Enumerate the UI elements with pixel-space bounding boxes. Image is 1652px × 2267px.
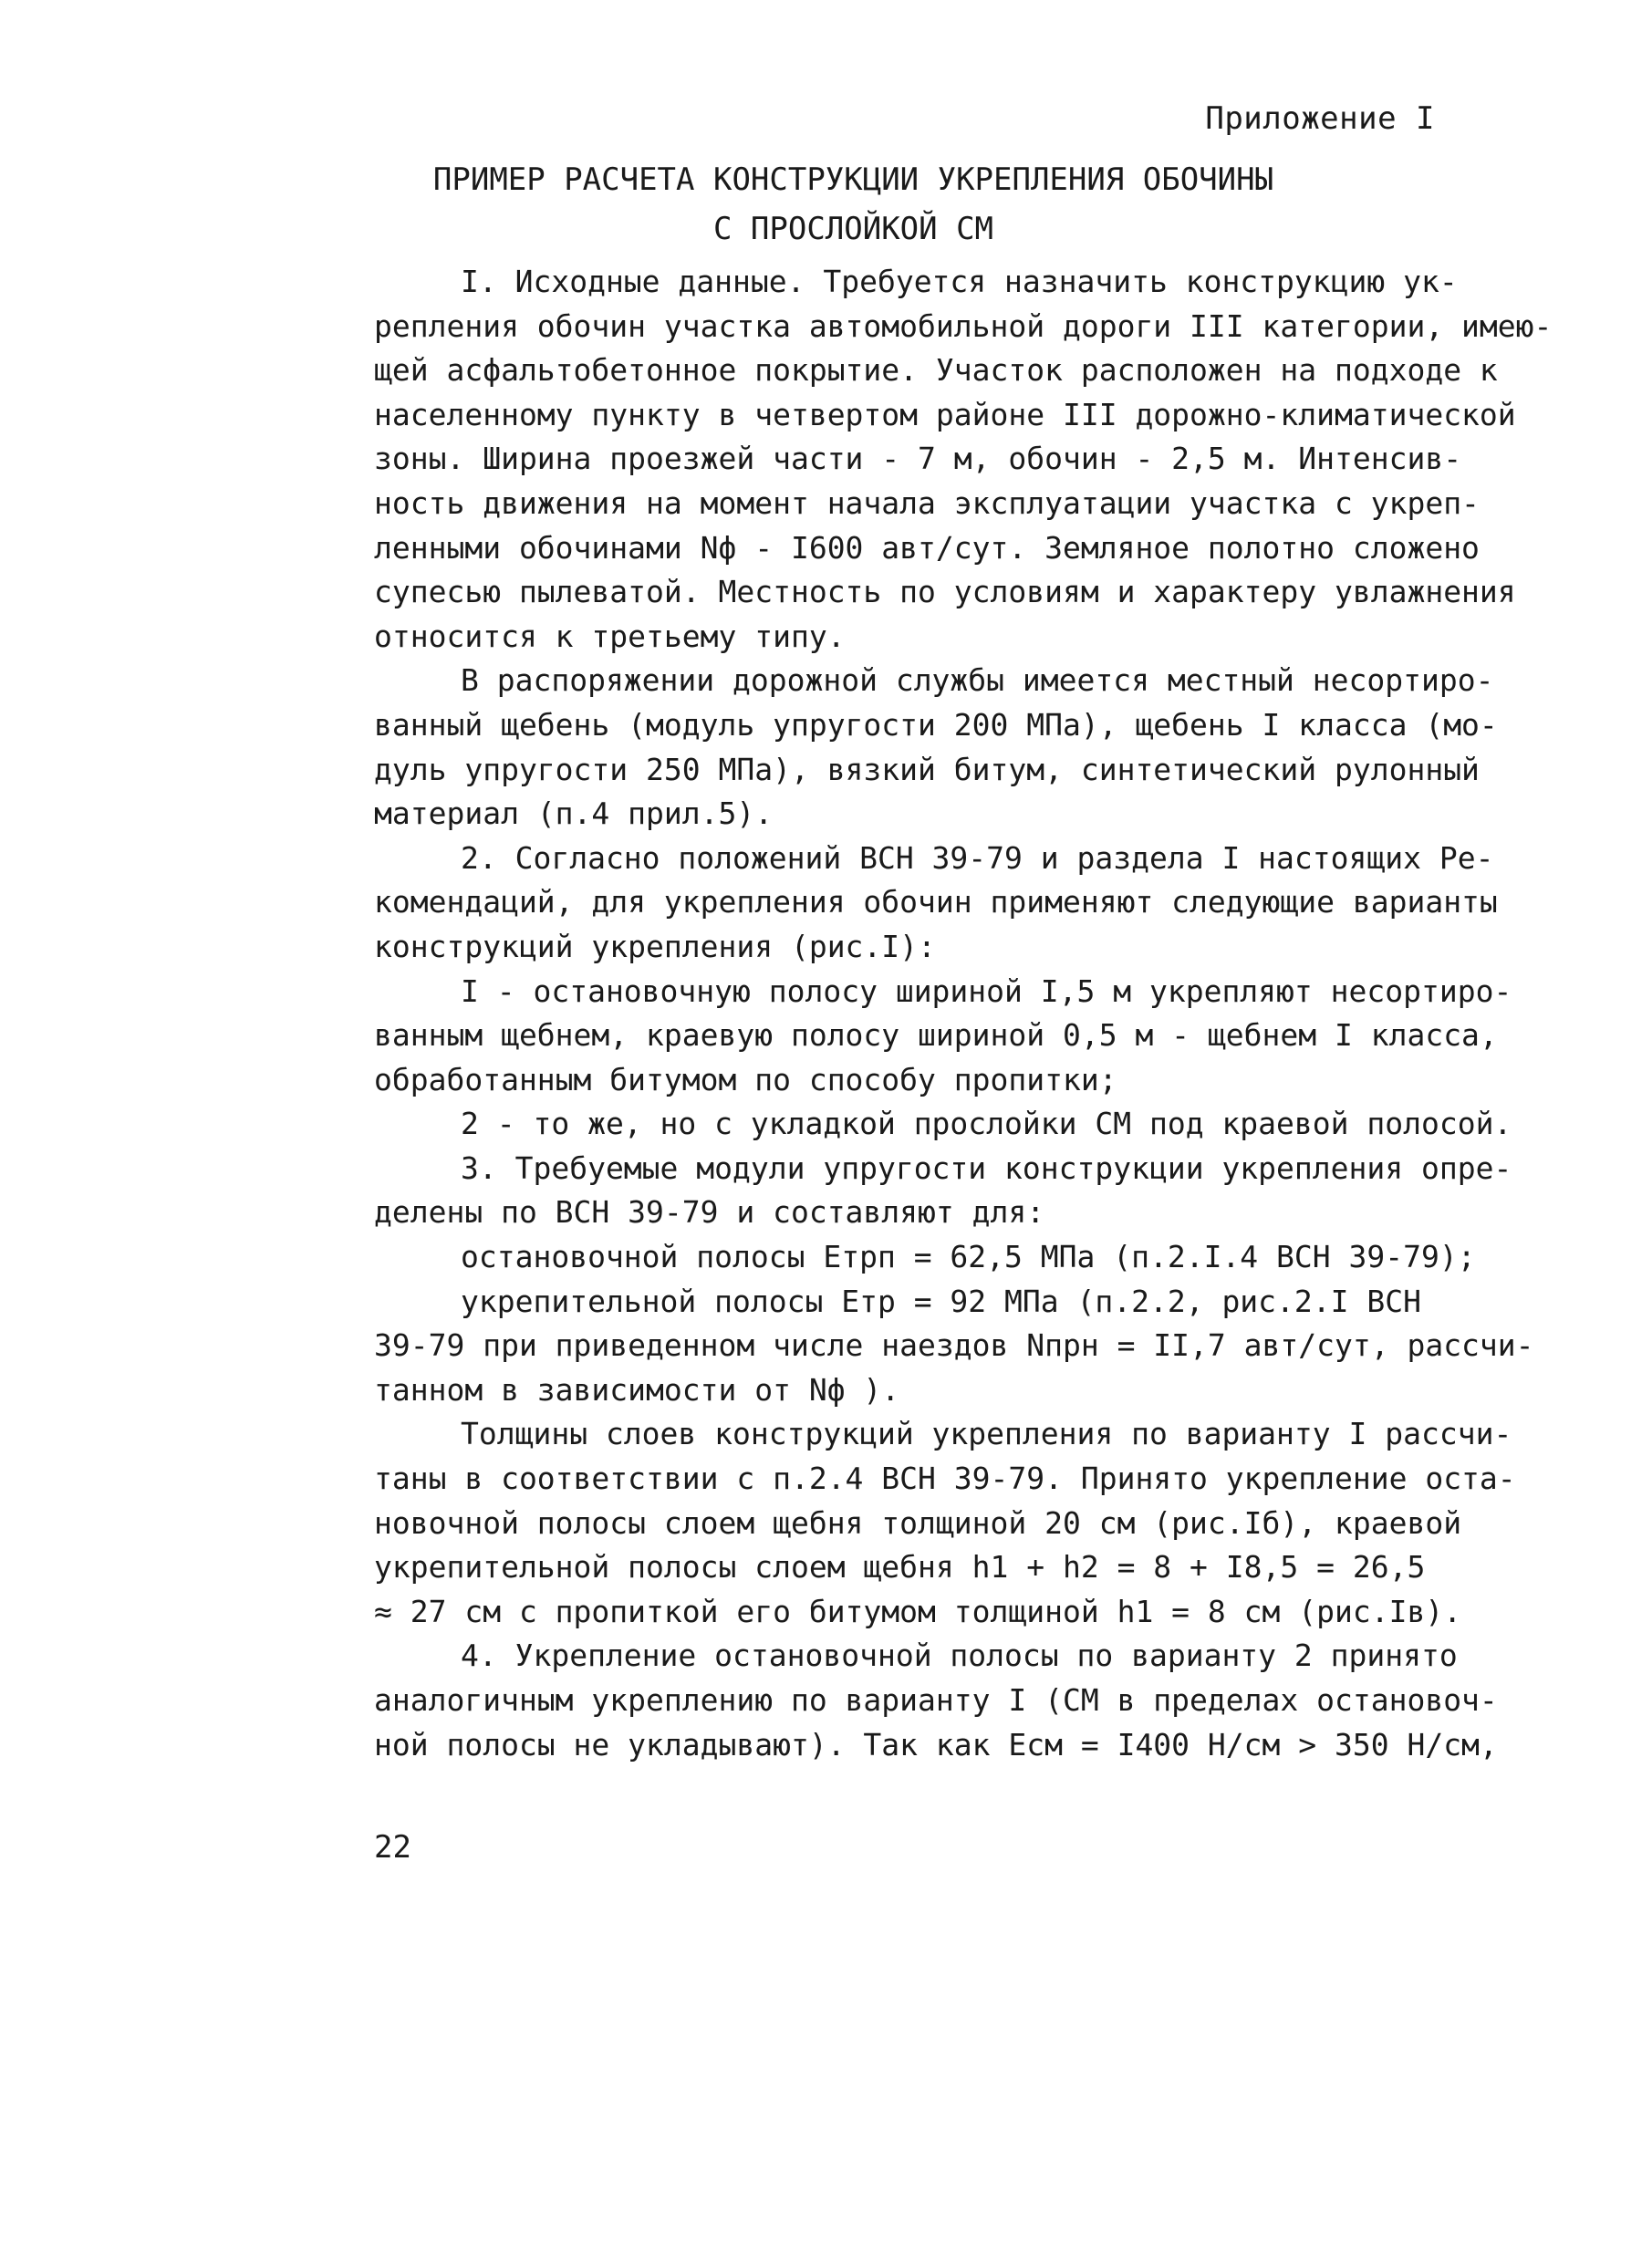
text-line: танном в зависимости от Nф ). [374,1371,900,1408]
text-line: щей асфальтобетонное покрытие. Участок расположен на подходе к [374,352,1498,389]
text-line: Толщины слоев конструкций укрепления по варианту I рассчи- [461,1416,1512,1452]
text-line: укрепительной полосы слоем щебня h1 + h2 = 8 + I8,5 = 26,5 [374,1549,1426,1586]
text-line: репления обочин участка автомобильной дороги III категории, имею- [374,307,1553,344]
text-line: 3. Требуемые модули упругости конструкции укрепления опре- [461,1149,1512,1186]
text-line: новочной полосы слоем щебня толщиной 20 см (рис.Iб), краевой [374,1504,1462,1541]
page-number: 22 [374,1829,411,1866]
text-line: 4. Укрепление остановочной полосы по варианту 2 принято [461,1638,1458,1674]
text-line: ленными обочинами Nф - I600 авт/сут. Земляное полотно сложено [374,529,1480,566]
text-line: дуль упругости 250 МПа), вязкий битум, синтетический рулонный [374,751,1480,787]
text-line: зоны. Ширина проезжей части - 7 м, обочин - 2,5 м. Интенсив- [374,441,1462,477]
text-line: ность движения на момент начала эксплуатации участка с укреп- [374,484,1480,521]
text-line: ванный щебень (модуль упругости 200 МПа), щебень I класса (мо- [374,706,1498,743]
text-line: аналогичным укреплению по варианту I (СМ в пределах остановоч- [374,1682,1498,1718]
title-line-1: ПРИМЕР РАСЧЕТА КОНСТРУКЦИИ УКРЕПЛЕНИЯ ОБОЧИНЫ [432,161,1274,198]
text-line: ≈ 27 см с пропиткой его битумом толщиной h1 = 8 см (рис.Iв). [374,1593,1462,1629]
text-line: делены по ВСН 39-79 и составляют для: [374,1194,1045,1231]
text-line: 2. Согласно положений ВСН 39-79 и раздела I настоящих Ре- [461,839,1494,876]
text-line: обработанным битумом по способу пропитки; [374,1061,1117,1097]
text-line: конструкций укрепления (рис.I): [374,928,936,964]
document-title [0,155,1652,254]
appendix-label: Приложение I [1205,100,1435,137]
text-line: населенному пункту в четвертом районе III дорожно-климатической [374,396,1516,432]
text-line: таны в соответствии с п.2.4 ВСН 39-79. Принято укрепление оста- [374,1461,1516,1497]
document-body [374,260,1551,1767]
text-line: ной полосы не укладывают). Так как Eсм = I400 Н/см > 350 Н/см, [374,1726,1498,1763]
text-line: остановочной полосы Eтрп = 62,5 МПа (п.2.I.4 ВСН 39-79); [461,1239,1476,1275]
text-line: материал (п.4 прил.5). [374,796,774,832]
text-line: 39-79 при приведенном числе наездов Nпрн = II,7 авт/сут, рассчи- [374,1327,1534,1364]
text-line: I. Исходные данные. Требуется назначить конструкцию ук- [461,264,1458,299]
text-line: I - остановочную полосу шириной I,5 м укрепляют несортиро- [461,972,1512,1009]
text-line: относится к третьему типу. [374,618,846,654]
text-line: комендаций, для укрепления обочин применяют следующие варианты [374,884,1498,920]
title-line-2: С ПРОСЛОЙКОЙ СМ [712,211,994,247]
text-line: В распоряжении дорожной службы имеется местный несортиро- [461,662,1494,699]
text-line: 2 - то же, но с укладкой прослойки СМ под краевой полосой. [461,1106,1512,1142]
text-line: ванным щебнем, краевую полосу шириной 0,5 м - щебнем I класса, [374,1017,1498,1054]
text-line: супесью пылеватой. Местность по условиям и характеру увлажнения [374,574,1516,610]
text-line: укрепительной полосы Eтр = 92 МПа (п.2.2, рис.2.I ВСН [461,1283,1421,1319]
